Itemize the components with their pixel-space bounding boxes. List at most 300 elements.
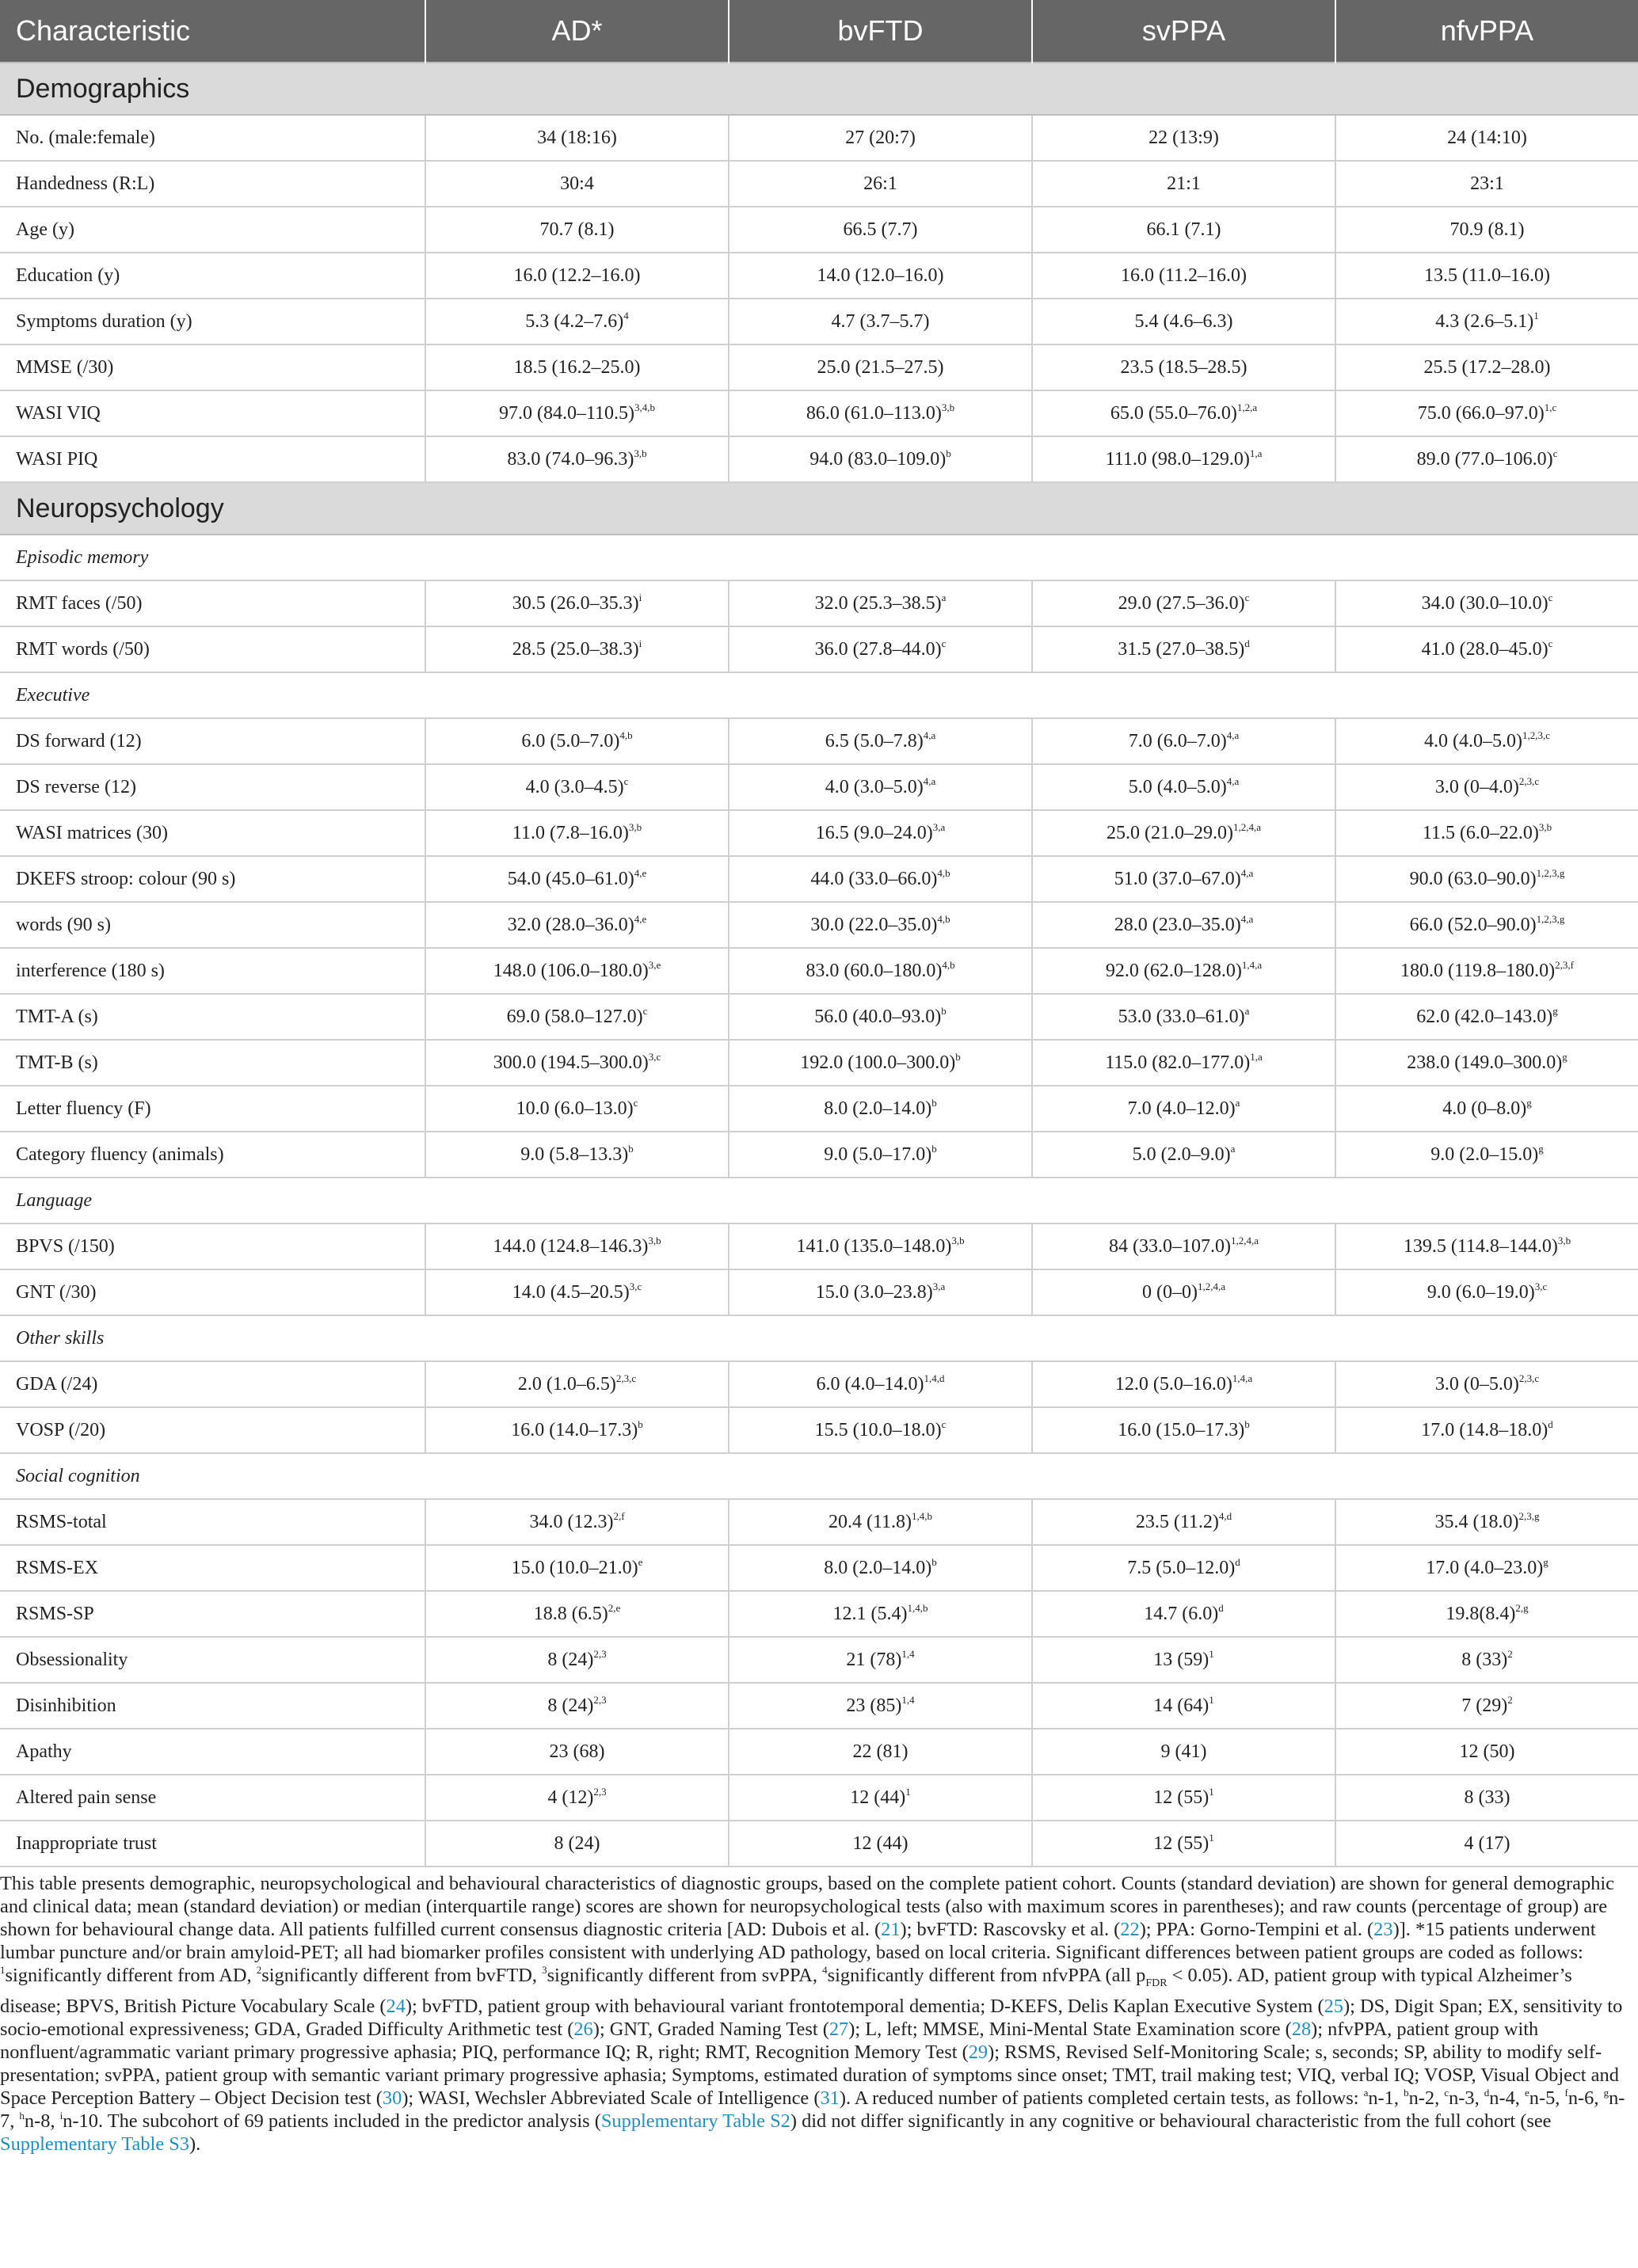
table-row xyxy=(0,810,1638,856)
footnote-marker: 1 xyxy=(1533,309,1539,322)
table-row xyxy=(0,1683,1638,1729)
table-cell: $19.8(8.4)^{2,g}$ xyxy=(1335,1591,1638,1637)
table-row xyxy=(0,344,1638,390)
table-cell: 51.0 $(37.0-67.0)^{4,a}$ xyxy=(1032,856,1335,902)
reference-link[interactable]: 31 xyxy=(820,2087,840,2109)
table-row xyxy=(0,764,1638,810)
footnote-marker: 2,3,c xyxy=(1518,1372,1540,1384)
footnote-marker: 3,b xyxy=(1538,820,1552,833)
footnote-marker: 3 xyxy=(542,1964,547,1976)
row-label: Age (y) xyxy=(0,207,425,253)
table-cell: 83.0 $(60.0-180.0)^{4,b}$ xyxy=(729,948,1032,994)
footnote-marker: 3,b xyxy=(634,447,647,459)
table-cell: 28.5 $(25.0-38.3)^i$ xyxy=(425,626,729,672)
footnote-marker: 1,4,b xyxy=(907,1601,928,1614)
footnote-marker: h xyxy=(19,2109,25,2121)
row-label: Handedness (R:L) xyxy=(0,161,425,207)
table-cell: 238.0 $(149.0-300.0)^g$ xyxy=(1335,1040,1638,1086)
footnote-marker: b xyxy=(638,1418,643,1430)
footnote-marker: i xyxy=(638,591,642,603)
table-cell: 21 $(78)^{1,4}$ xyxy=(729,1637,1032,1683)
table-row xyxy=(0,1545,1638,1591)
footnote-marker: d xyxy=(1244,637,1250,649)
table-cell: 9.0 $(5.0-17.0)^b$ xyxy=(729,1132,1032,1178)
row-label: GDA (/24) xyxy=(0,1361,425,1407)
footnote-marker: 1,2,4,a xyxy=(1197,1280,1225,1292)
table-cell: 34.0 $(30.0-10.0)^c$ xyxy=(1335,580,1638,626)
row-label: MMSE (/30) xyxy=(0,344,425,390)
footnote-marker: d xyxy=(1218,1601,1224,1614)
row-label: Apathy xyxy=(0,1729,425,1775)
table-cell: 12 (44) xyxy=(729,1821,1032,1867)
footnote-marker: 2,3,g xyxy=(1518,1509,1540,1522)
table-cell: 14.0 $(4.5-20.5)^{3,c}$ xyxy=(425,1269,729,1315)
section-row xyxy=(0,482,1638,535)
table-cell: 24 (14:10) xyxy=(1335,115,1638,161)
table-cell: 69.0 $(58.0-127.0)^c$ xyxy=(425,994,729,1040)
table-cell: 16.0 $(14.0-17.3)^b$ xyxy=(425,1407,729,1453)
table-cell: 16.0 (11.2–16.0) xyxy=(1032,253,1335,299)
table-cell: 148.0 $(106.0-180.0)^{3,e}$ xyxy=(425,948,729,994)
footnote-marker: d xyxy=(1548,1418,1553,1430)
reference-link[interactable]: 27 xyxy=(829,2018,849,2040)
table-row xyxy=(0,299,1638,344)
table-cell: 25.0 $(21.0-29.0)^{1,2,4,a}$ xyxy=(1032,810,1335,856)
footnote-marker: 2 xyxy=(1507,1693,1513,1706)
table-cell: 20.4 $(11.8)^{1,4,b}$ xyxy=(729,1499,1032,1545)
row-label: Altered pain sense xyxy=(0,1775,425,1821)
table-cell: 5.3 $(4.2-7.6)^4$ xyxy=(425,299,729,344)
table-cell: 14.0 (12.0–16.0) xyxy=(729,253,1032,299)
table-cell: 26:1 xyxy=(729,161,1032,207)
table-cell: 84 $(33.0-107.0)^{1,2,4,a}$ xyxy=(1032,1223,1335,1269)
table-cell: 4 $(12)^{2,3}$ xyxy=(425,1775,729,1821)
footnote-marker: c xyxy=(1548,637,1553,649)
subsection-row xyxy=(0,535,1638,580)
table-cell: 4.7 (3.7–5.7) xyxy=(729,299,1032,344)
row-label: No. (male:female) xyxy=(0,115,425,161)
footnote-marker: 3,a xyxy=(932,1280,946,1292)
footnote-marker: 4,a xyxy=(1226,774,1240,787)
row-label: DKEFS stroop: colour (90 s) xyxy=(0,856,425,902)
table-cell: 16.0 (12.2–16.0) xyxy=(425,253,729,299)
reference-link[interactable]: 23 xyxy=(1373,1919,1393,1940)
table-cell: 30.5 $(26.0-35.3)^i$ xyxy=(425,580,729,626)
table-cell: 66.1 (7.1) xyxy=(1032,207,1335,253)
footnote-marker: a xyxy=(941,591,947,603)
table-cell: 141.0 $(135.0-148.0)^{3,b}$ xyxy=(729,1223,1032,1269)
table-cell: 9 (41) xyxy=(1032,1729,1335,1775)
footnote-marker: 1 xyxy=(0,1964,6,1976)
table-cell: 15.5 $(10.0-18.0)^c$ xyxy=(729,1407,1032,1453)
row-label: DS reverse (12) xyxy=(0,764,425,810)
footnote-marker: b xyxy=(931,1096,937,1109)
reference-link[interactable]: 24 xyxy=(386,1995,406,2017)
table-cell: 10.0 $(6.0-13.0)^c$ xyxy=(425,1086,729,1132)
footnote-marker: 2,3,f xyxy=(1555,958,1574,971)
table-cell: 13 $(59)^1$ xyxy=(1032,1637,1335,1683)
footnote-marker: 3,b xyxy=(648,1234,661,1246)
footnote-marker: b xyxy=(931,1555,937,1568)
section-row xyxy=(0,63,1638,115)
footnote-marker: 4,a xyxy=(1240,866,1254,879)
reference-link[interactable]: 28 xyxy=(1291,2018,1312,2040)
table-cell: 17.0 $(4.0-23.0)^g$ xyxy=(1335,1545,1638,1591)
table-cell: 36.0 $(27.8-44.0)^c$ xyxy=(729,626,1032,672)
footnote-marker: 4 xyxy=(623,309,629,322)
table-cell: 300.0 $(194.5-300.0)^{3,c}$ xyxy=(425,1040,729,1086)
footnote-marker: 3,c xyxy=(648,1050,661,1063)
row-label: Education (y) xyxy=(0,253,425,299)
table-cell: 12.0 $(5.0-16.0)^{1,4,a}$ xyxy=(1032,1361,1335,1407)
table-row xyxy=(0,390,1638,436)
footnote-marker: 4,b xyxy=(937,866,950,879)
footnote-marker: a xyxy=(1363,2086,1369,2099)
table-cell: 41.0 $(28.0-45.0)^c$ xyxy=(1335,626,1638,672)
table-cell: 22 (81) xyxy=(729,1729,1032,1775)
table-cell: 30:4 xyxy=(425,161,729,207)
reference-link[interactable]: 29 xyxy=(968,2041,989,2063)
reference-link[interactable]: Supplementary Table S2 xyxy=(600,2110,790,2132)
row-label: RSMS-SP xyxy=(0,1591,425,1637)
table-cell: 65.0 $(55.0-76.0)^{1,2,a}$ xyxy=(1032,390,1335,436)
table-cell: 92.0 $(62.0-128.0)^{1,4,a}$ xyxy=(1032,948,1335,994)
footnote-marker: 1,2,3,c xyxy=(1522,729,1550,741)
table-cell: 23.5 (18.5–28.5) xyxy=(1032,344,1335,390)
table-row xyxy=(0,1132,1638,1178)
row-label: RSMS-EX xyxy=(0,1545,425,1591)
table-cell: 97.0 $(84.0-110.5)^{3,4,b}$ xyxy=(425,390,729,436)
table-cell: 8 $(24)^{2,3}$ xyxy=(425,1637,729,1683)
table-cell: 0 $(0-0)^{1,2,4,a}$ xyxy=(1032,1269,1335,1315)
table-cell: 6.0 $(5.0-7.0)^{4,b}$ xyxy=(425,718,729,764)
table-row xyxy=(0,161,1638,207)
footnote-marker: 2,3 xyxy=(593,1693,607,1706)
row-label: DS forward (12) xyxy=(0,718,425,764)
footnote-marker: 2,e xyxy=(608,1601,621,1614)
footnote-marker: 4,b xyxy=(619,729,633,741)
table-row xyxy=(0,626,1638,672)
footnote-marker: 2,f xyxy=(613,1509,625,1522)
reference-link[interactable]: 26 xyxy=(573,2018,593,2040)
table-cell: 4.0 $(3.0-5.0)^{4,a}$ xyxy=(729,764,1032,810)
footnote-marker: 2,3,c xyxy=(1518,774,1540,787)
footnote-marker: 1,2,a xyxy=(1236,401,1258,413)
reference-link[interactable]: 21 xyxy=(881,1919,901,1940)
table-row xyxy=(0,1729,1638,1775)
table-cell: 15.0 $(3.0-23.8)^{3,a}$ xyxy=(729,1269,1032,1315)
table-cell: 21:1 xyxy=(1032,161,1335,207)
footnote-marker: b xyxy=(1244,1418,1250,1430)
table-cell: 7.5 $(5.0-12.0)^d$ xyxy=(1032,1545,1335,1591)
table-cell: 9.0 $(6.0-19.0)^{3,c}$ xyxy=(1335,1269,1638,1315)
row-label: Inappropriate trust xyxy=(0,1821,425,1867)
table-cell: 4.3 $(2.6-5.1)^1$ xyxy=(1335,299,1638,344)
table-row xyxy=(0,1591,1638,1637)
row-label: WASI matrices (30) xyxy=(0,810,425,856)
table-cell: 192.0 $(100.0-300.0)^b$ xyxy=(729,1040,1032,1086)
table-cell: 44.0 $(33.0-66.0)^{4,b}$ xyxy=(729,856,1032,902)
table-cell: 4.0 $(4.0-5.0)^{1,2,3,c}$ xyxy=(1335,718,1638,764)
row-label: Disinhibition xyxy=(0,1683,425,1729)
footnote-marker: 4,e xyxy=(634,866,647,879)
footnote-marker: 2,3 xyxy=(593,1647,607,1660)
footnote-marker: f xyxy=(1564,2086,1568,2099)
footnote-marker: d xyxy=(1235,1555,1240,1568)
footnote-marker: 1,4,b xyxy=(912,1509,933,1522)
row-label: words (90 s) xyxy=(0,902,425,948)
footnote-marker: 3,c xyxy=(1534,1280,1548,1292)
footnote-marker: 1,2,4,a xyxy=(1232,820,1261,833)
footnote-marker: 1,4,a xyxy=(1241,958,1263,971)
table-cell: 4 (17) xyxy=(1335,1821,1638,1867)
row-label: TMT-B (s) xyxy=(0,1040,425,1086)
row-label: RMT faces (/50) xyxy=(0,580,425,626)
header-characteristic: Characteristic xyxy=(0,0,425,63)
footnote-marker: 3,b xyxy=(941,401,955,413)
footnote-marker: b xyxy=(955,1050,961,1063)
footnote-marker: a xyxy=(1230,1142,1236,1155)
footnote-marker: 1 xyxy=(905,1785,911,1798)
table-cell: 89.0 $(77.0-106.0)^c$ xyxy=(1335,436,1638,482)
footnote-marker: i xyxy=(59,2109,63,2121)
subscript-text: FDR xyxy=(1145,1977,1168,1989)
footnote-marker: b xyxy=(941,1004,947,1017)
table-cell: 8 (33) xyxy=(1335,1775,1638,1821)
row-label: Obsessionality xyxy=(0,1637,425,1683)
row-label: BPVS (/150) xyxy=(0,1223,425,1269)
footnote-marker: 2 xyxy=(1507,1647,1513,1660)
reference-link[interactable]: 25 xyxy=(1324,1995,1343,2017)
table-cell: 27 (20:7) xyxy=(729,115,1032,161)
footnote-marker: c xyxy=(941,1418,947,1430)
footnote-marker: b xyxy=(946,447,951,459)
table-cell: 8 (24) xyxy=(425,1821,729,1867)
footnote-marker: a xyxy=(1244,1004,1250,1017)
table-cell: 4.0 $(3.0-4.5)^c$ xyxy=(425,764,729,810)
footnote-marker: 3,b xyxy=(628,820,642,833)
table-cell: 18.5 (16.2–25.0) xyxy=(425,344,729,390)
table-cell: 75.0 $(66.0-97.0)^{1,c}$ xyxy=(1335,390,1638,436)
table-cell: 18.8 $(6.5)^{2,e}$ xyxy=(425,1591,729,1637)
header-ad: AD* xyxy=(425,0,729,63)
table-cell: 16.5 $(9.0-24.0)^{3,a}$ xyxy=(729,810,1032,856)
footnote-marker: 1,4,d xyxy=(924,1372,945,1384)
table-cell: 90.0 $(63.0-90.0)^{1,2,3,g}$ xyxy=(1335,856,1638,902)
footnote-marker: g xyxy=(1603,2086,1609,2099)
footnote-marker: c xyxy=(1548,591,1553,603)
table-cell: 56.0 $(40.0-93.0)^b$ xyxy=(729,994,1032,1040)
footnote-marker: 1 xyxy=(1209,1693,1214,1706)
table-cell: 6.5 $(5.0-7.8)^{4,a}$ xyxy=(729,718,1032,764)
row-label: Category fluency (animals) xyxy=(0,1132,425,1178)
table-cell: 13.5 (11.0–16.0) xyxy=(1335,253,1638,299)
footnote-marker: 4,a xyxy=(923,774,936,787)
table-row xyxy=(0,1040,1638,1086)
table-row xyxy=(0,1775,1638,1821)
table-row xyxy=(0,718,1638,764)
table-body xyxy=(0,63,1638,1867)
table-cell: 29.0 $(27.5-36.0)^c$ xyxy=(1032,580,1335,626)
footnote-marker: g xyxy=(1538,1142,1544,1155)
row-label: TMT-A (s) xyxy=(0,994,425,1040)
reference-link[interactable]: Supplementary Table S3 xyxy=(0,2133,189,2155)
footnote-marker: 1,a xyxy=(1249,447,1263,459)
table-cell: 23.5 $(11.2)^{4,d}$ xyxy=(1032,1499,1335,1545)
subsection-row xyxy=(0,672,1638,718)
footnote-marker: 1,2,4,a xyxy=(1230,1234,1259,1246)
section-title: Demographics xyxy=(0,63,1638,115)
footnote-marker: 1 xyxy=(1209,1647,1214,1660)
footnote-marker: 4,b xyxy=(942,958,955,971)
row-label: VOSP (/20) xyxy=(0,1407,425,1453)
footnote-marker: 4,e xyxy=(634,912,647,925)
table-cell: 8.0 $(2.0-14.0)^b$ xyxy=(729,1545,1032,1591)
footnote-marker: 2,3 xyxy=(593,1785,607,1798)
table-cell: 5.0 $(4.0-5.0)^{4,a}$ xyxy=(1032,764,1335,810)
row-label: GNT (/30) xyxy=(0,1269,425,1315)
table-cell: 23 $(85)^{1,4}$ xyxy=(729,1683,1032,1729)
footnote-marker: 4 xyxy=(822,1964,828,1976)
row-label: WASI VIQ xyxy=(0,390,425,436)
footnote-marker: 3,4,b xyxy=(634,401,656,413)
table-cell: 8.0 $(2.0-14.0)^b$ xyxy=(729,1086,1032,1132)
subsection-title: Executive xyxy=(0,672,1638,718)
table-cell: 25.0 (21.5–27.5) xyxy=(729,344,1032,390)
subsection-row xyxy=(0,1453,1638,1499)
table-cell: 32.0 $(25.3-38.5)^a$ xyxy=(729,580,1032,626)
table-cell: 139.5 $(114.8-144.0)^{3,b}$ xyxy=(1335,1223,1638,1269)
table-cell: 31.5 $(27.0-38.5)^d$ xyxy=(1032,626,1335,672)
table-cell: 2.0 $(1.0-6.5)^{2,3,c}$ xyxy=(425,1361,729,1407)
table-row xyxy=(0,902,1638,948)
footnote-marker: b xyxy=(931,1142,937,1155)
footnote-marker: 2,3,c xyxy=(615,1372,637,1384)
reference-link[interactable]: 30 xyxy=(382,2087,402,2109)
footnote-marker: 1,4,a xyxy=(1232,1372,1253,1384)
table-cell: 17.0 $(14.8-18.0)^d$ xyxy=(1335,1407,1638,1453)
footnote-marker: g xyxy=(1552,1004,1558,1017)
table-cell: 83.0 $(74.0-96.3)^{3,b}$ xyxy=(425,436,729,482)
table-cell: 11.5 $(6.0-22.0)^{3,b}$ xyxy=(1335,810,1638,856)
footnote-marker: 3,b xyxy=(951,1234,965,1246)
table-cell: 9.0 $(5.8-13.3)^b$ xyxy=(425,1132,729,1178)
table-cell: 7 $(29)^2$ xyxy=(1335,1683,1638,1729)
footnote-marker: 1,4 xyxy=(901,1647,915,1660)
section-title: Neuropsychology xyxy=(0,482,1638,535)
table-row xyxy=(0,580,1638,626)
table-cell: 30.0 $(22.0-35.0)^{4,b}$ xyxy=(729,902,1032,948)
footnote-marker: 1,a xyxy=(1250,1050,1263,1063)
footnote-marker: 3,c xyxy=(629,1280,642,1292)
table-cell: 12 $(44)^1$ xyxy=(729,1775,1032,1821)
footnote-marker: 1,2,3,g xyxy=(1536,866,1565,879)
table-row xyxy=(0,1407,1638,1453)
subsection-row xyxy=(0,1178,1638,1223)
footnote-marker: d xyxy=(1484,2086,1490,2099)
footnote-marker: 1,4 xyxy=(901,1693,915,1706)
footnote-marker: c xyxy=(633,1096,638,1109)
table-cell: 3.0 $(0-4.0)^{2,3,c}$ xyxy=(1335,764,1638,810)
table-cell: 32.0 $(28.0-36.0)^{4,e}$ xyxy=(425,902,729,948)
row-label: RSMS-total xyxy=(0,1499,425,1545)
row-label: RMT words (/50) xyxy=(0,626,425,672)
table-cell: 28.0 $(23.0-35.0)^{4,a}$ xyxy=(1032,902,1335,948)
footnote-marker: 1,c xyxy=(1544,401,1557,413)
footnote-marker: 3,b xyxy=(1557,1234,1571,1246)
row-label: Symptoms duration (y) xyxy=(0,299,425,344)
table-cell: 12 (50) xyxy=(1335,1729,1638,1775)
footnote-marker: c xyxy=(642,1004,648,1017)
table-cell: 7.0 $(4.0-12.0)^a$ xyxy=(1032,1086,1335,1132)
subsection-title: Social cognition xyxy=(0,1453,1638,1499)
header-svppa: svPPA xyxy=(1032,0,1335,63)
table-cell: 70.9 (8.1) xyxy=(1335,207,1638,253)
table-cell: 8 $(33)^2$ xyxy=(1335,1637,1638,1683)
table-cell: 25.5 (17.2–28.0) xyxy=(1335,344,1638,390)
footnote-marker: g xyxy=(1562,1050,1568,1063)
table-cell: 3.0 $(0-5.0)^{2,3,c}$ xyxy=(1335,1361,1638,1407)
subsection-title: Other skills xyxy=(0,1315,1638,1361)
table-cell: 12 $(55)^1$ xyxy=(1032,1821,1335,1867)
table-cell: 86.0 $(61.0-113.0)^{3,b}$ xyxy=(729,390,1032,436)
reference-link[interactable]: 22 xyxy=(1120,1919,1140,1940)
footnote-marker: b xyxy=(628,1142,634,1155)
table-cell: 35.4 $(18.0)^{2,3,g}$ xyxy=(1335,1499,1638,1545)
table-cell: 23:1 xyxy=(1335,161,1638,207)
table-row xyxy=(0,1637,1638,1683)
footnote-marker: c xyxy=(1244,591,1250,603)
table-cell: 8 $(24)^{2,3}$ xyxy=(425,1683,729,1729)
table-cell: 4.0 $(0-8.0)^g$ xyxy=(1335,1086,1638,1132)
table-row xyxy=(0,994,1638,1040)
table-cell: 180.0 $(119.8-180.0)^{2,3,f}$ xyxy=(1335,948,1638,994)
footnote-marker: 1 xyxy=(1209,1831,1214,1844)
table-cell: 34.0 $(12.3)^{2,f}$ xyxy=(425,1499,729,1545)
table-cell: 6.0 $(4.0-14.0)^{1,4,d}$ xyxy=(729,1361,1032,1407)
footnote-marker: 2 xyxy=(256,1964,262,1976)
footnote-marker: a xyxy=(1235,1096,1240,1109)
table-footnote: This table presents demographic, neuropsychological and behavioural characteristics of diagnostic groups, based on the complete patient cohort. Counts (standard deviation) are shown for general demographic and clinical data; mean (standard deviation) or median (interquartile range) scores are shown for neuropsychological tests (also with maximum scores in parentheses); and raw counts (percentage of group) are shown for behavioural change data. All patients fulfilled current consensus diagnostic criteria [AD: Dubois et al. (21); bvFTD: Rascovsky et al. (22); PPA: Gorno-Tempini et al. (23)]. *15 patients underwent lumbar puncture and/or brain amyloid-PET; all had biomarker profiles consistent with underlying AD pathology, based on local criteria. Significant differences between patient groups are coded as follows: $^1$significantly different from AD, $^2$significantly different from bvFTD, $^3$significantly different from svPPA, $^4$significantly different from nfvPPA (all $p_{FDR} < 0.05$). AD, patient group with typical Alzheimer’s disease; BPVS, British Picture Vocabulary Scale (24); bvFTD, patient group with behavioural variant frontotemporal dementia; D-KEFS, Delis Kaplan Executive System (25); DS, Digit Span; EX, sensitivity to socio-emotional expressiveness; GDA, Graded Difficulty Arithmetic test (26); GNT, Graded Naming Test (27); L, left; MMSE, Mini-Mental State Examination score (28); nfvPPA, patient group with nonfluent/agrammatic variant primary progressive aphasia; PIQ, performance IQ; R, right; RMT, Recognition Memory Test (29); RSMS, Revised Self-Monitoring Scale; s, seconds; SP, ability to modify self-presentation; svPPA, patient group with semantic variant primary progressive aphasia; Symptoms, estimated duration of symptoms since onset; TMT, trail making test; VIQ, verbal IQ; VOSP, Visual Object and Space Perception Battery – Object Decision test (30); WASI, Wechsler Abbreviated Scale of Intelligence (31). A reduced number of patients completed certain tests, as follows: $^a$n-1, $^b$n-2, $^c$n-3, $^d$n-4, $^e$n-5, $^f$n-6, $^g$n-7, $^h$n-8, $^i$n-10. The subcohort of 69 patients included in the predictor analysis (Supplementary Table S2) did not differ significantly in any cognitive or behavioural characteristic from the full cohort (see Supplementary Table S3). xyxy=(0,1873,1625,2155)
footnote-marker: 1 xyxy=(1209,1785,1214,1798)
table-row xyxy=(0,1086,1638,1132)
footnote-marker: 4,a xyxy=(1226,729,1240,741)
table-row xyxy=(0,1269,1638,1315)
table-cell: 144.0 $(124.8-146.3)^{3,b}$ xyxy=(425,1223,729,1269)
table-cell: 11.0 $(7.8-16.0)^{3,b}$ xyxy=(425,810,729,856)
footnote-marker: 4,b xyxy=(937,912,950,925)
table-cell: 111.0 $(98.0-129.0)^{1,a}$ xyxy=(1032,436,1335,482)
header-row xyxy=(0,0,1638,63)
footnote-marker: b xyxy=(1404,2086,1409,2099)
footnote-marker: 3,a xyxy=(932,820,946,833)
row-label: interference (180 s) xyxy=(0,948,425,994)
table-cell: 9.0 $(2.0-15.0)^g$ xyxy=(1335,1132,1638,1178)
table-cell: 53.0 $(33.0-61.0)^a$ xyxy=(1032,994,1335,1040)
table-row xyxy=(0,856,1638,902)
row-label: WASI PIQ xyxy=(0,436,425,482)
footnote-marker: g xyxy=(1543,1555,1548,1568)
footnote-marker: e xyxy=(638,1555,643,1568)
table-cell: 5.4 (4.6–6.3) xyxy=(1032,299,1335,344)
table-row xyxy=(0,436,1638,482)
footnote-marker: g xyxy=(1526,1096,1532,1109)
footnote-marker: c xyxy=(1552,447,1558,459)
table-cell: 12 $(55)^1$ xyxy=(1032,1775,1335,1821)
footnote-marker: c xyxy=(1444,2086,1449,2099)
table-cell: 14.7 $(6.0)^d$ xyxy=(1032,1591,1335,1637)
footnote-marker: 2,g xyxy=(1515,1601,1529,1614)
